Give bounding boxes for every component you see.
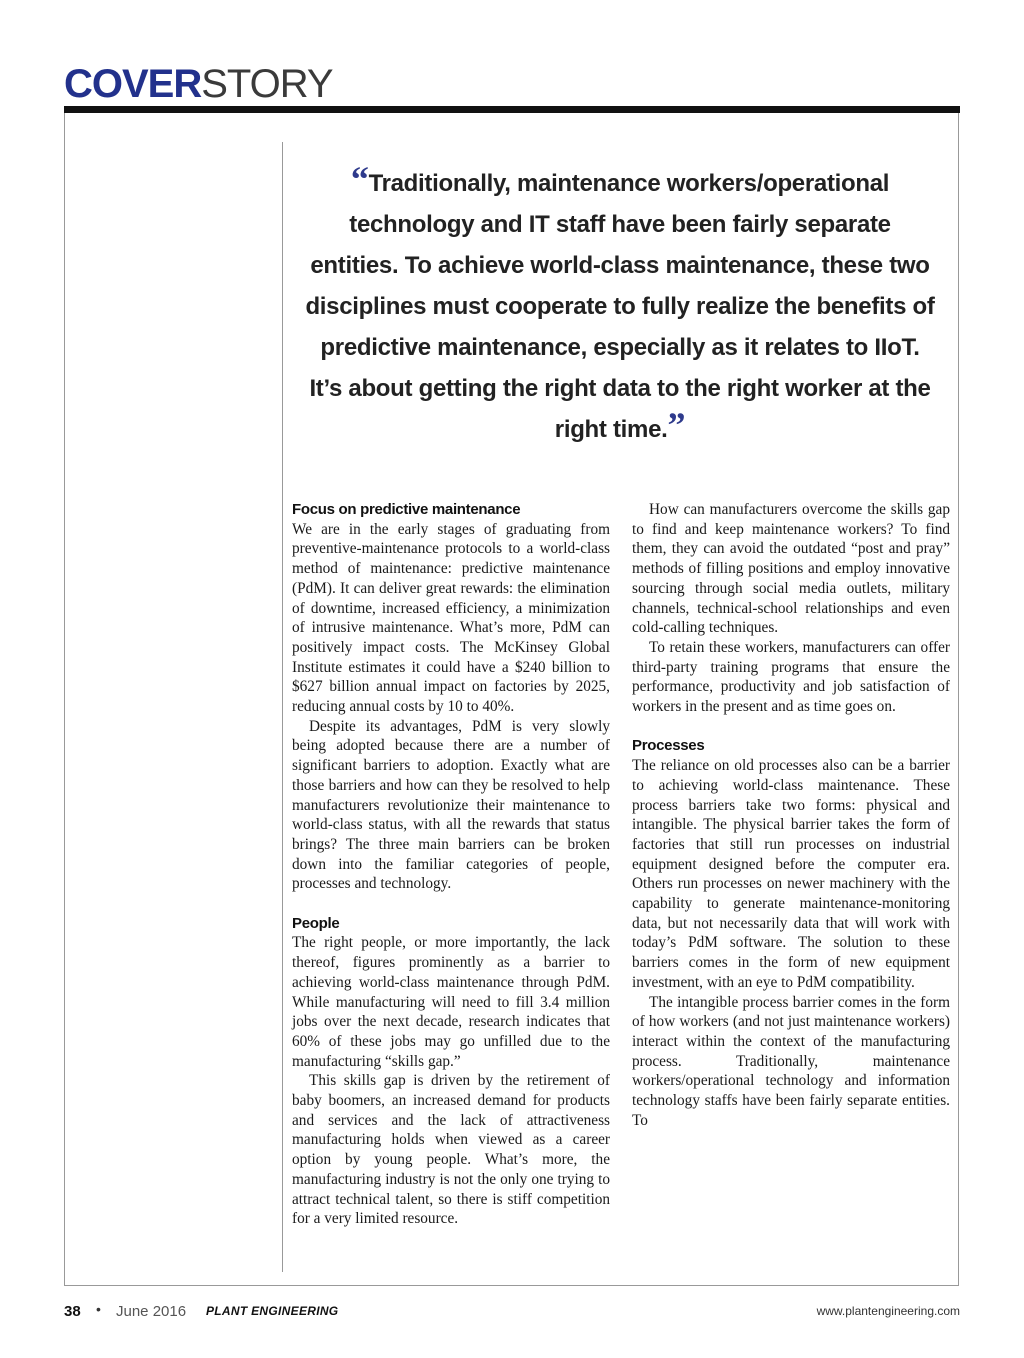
heading-processes: Processes [632, 737, 705, 755]
issue-date: June 2016 [116, 1303, 187, 1320]
section-label-story: STORY [201, 62, 333, 106]
paragraph: The right people, or more importantly, the lack thereof, figures prominently as a barrier to achieving world-class maintenance through PdM. While manufacturing will need to fill 3.4 million jobs over the next decade, research indicates that 60% of these jobs may go unfilled due to the manufacturing “skills gap.” [292, 934, 610, 1070]
pull-quote [305, 159, 935, 450]
paragraph: To retain these workers, manufacturers can offer third-party training programs that ensure the performance, productivity and job satisfaction of workers in the present and as time goes on. [632, 638, 950, 716]
paragraph: The intangible process barrier comes in the form of how workers (and not just maintenance workers) interact within the context of the manufacturing process. Traditionally, maintenance workers/operational technology and information technology staffs have been fairly separate entities. To [632, 993, 950, 1129]
page-footer [64, 1303, 960, 1323]
article-column-1 [292, 500, 610, 1229]
pull-quote-text: Traditionally, maintenance workers/operational technology and IT staff have been fairly separate entities. To achieve world-class maintenance, these two disciplines must cooperate to fully realize the benefits of predictive maintenance, especially as it relates to IIoT. It’s about getting the right data to the right worker at the right time. [305, 170, 935, 443]
paragraph: The reliance on old processes also can be a barrier to achieving world-class maintenance. These process barriers take two forms: physical and intangible. The physical barrier takes the form of factories that still run processes on industrial equipment designed before the computer era. Others run processes on newer machinery with the capability to generate maintenance-monitoring data, but not necessarily data that will work with today’s PdM software. The solution to these barriers comes in the form of new equipment investment, with an eye to PdM compatibility. [632, 757, 950, 991]
magazine-name: PLANT ENGINEERING [206, 1304, 339, 1318]
top-rule [64, 106, 960, 113]
paragraph: We are in the early stages of graduating from preventive-maintenance protocols to a world-class method of maintenance: predictive maintenance (PdM). It can deliver great rewards: the elimination of downtime, increased efficiency, a minimization of intrusive maintenance. What’s more, PdM can positively impact costs. The McKinsey Global Institute estimates it could have a $240 billion to $627 billion annual impact on factories by 2025, reducing annual costs by 10 to 40%. [292, 520, 610, 716]
page-number: 38 [64, 1303, 81, 1320]
section-label [64, 62, 333, 106]
open-quote-mark: “ [350, 159, 369, 199]
column-divider [282, 142, 283, 1272]
footer-separator: • [96, 1301, 101, 1317]
paragraph: Despite its advantages, PdM is very slowly being adopted because there are a number of significant barriers to adoption. Exactly what are those barriers and how can they be resolved to help manufacturers revolutionize their maintenance to world-class status, with all the rewards that status brings? The three main barriers can be broken down into the familiar categories of people, processes and technology. [292, 717, 610, 893]
website-url[interactable]: www.plantengineering.com [816, 1304, 960, 1318]
paragraph: How can manufacturers overcome the skills gap to find and keep maintenance workers? To find them, they can avoid the outdated “post and pray” methods of filling positions and employ innovative sourcing through social media outlets, military channels, technical-school relationships and even cold-calling techniques. [632, 501, 950, 637]
heading-people: People [292, 914, 340, 932]
paragraph: This skills gap is driven by the retirement of baby boomers, an increased demand for products and services and the lack of attractiveness manufacturing holds when viewed as a career option by young people. What’s more, the manufacturing industry is not the only one trying to attract technical talent, so there is stiff competition for a very limited resource. [292, 1072, 610, 1228]
close-quote-mark: ” [667, 405, 686, 445]
heading-focus: Focus on predictive maintenance [292, 501, 521, 518]
section-label-cover: COVER [64, 62, 202, 106]
article-column-2 [632, 500, 950, 1130]
